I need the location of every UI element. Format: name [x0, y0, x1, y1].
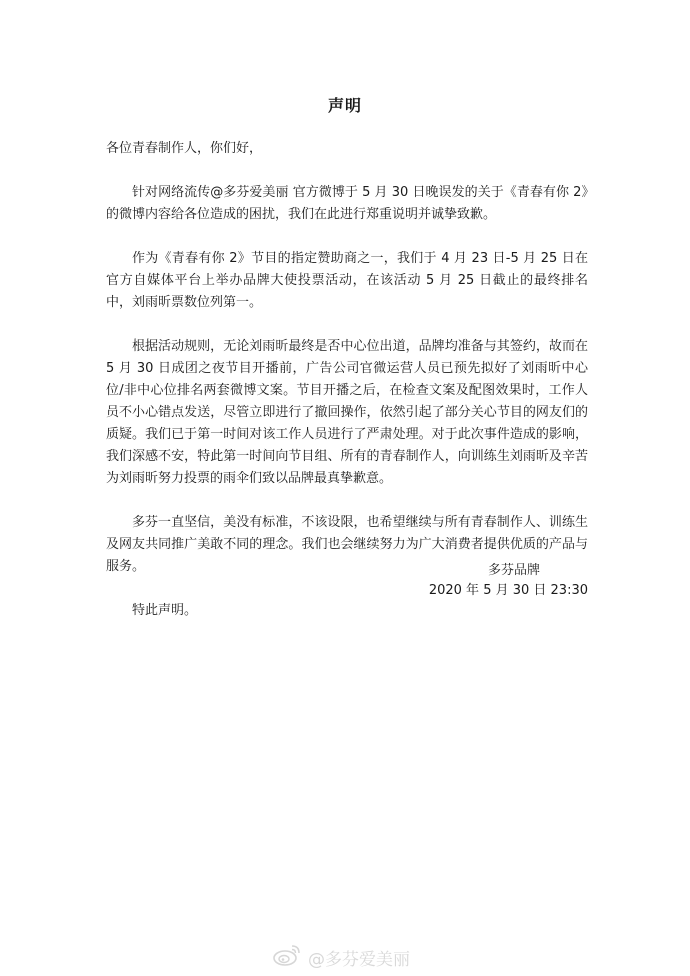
paragraph-explanation: 根据活动规则，无论刘雨昕最终是否中心位出道，品牌均准备与其签约，故而在 5 月 30 日成团之夜节目开播前，广告公司官微运营人员已预先拟好了刘雨昕中心位/非中心位排名两套微博文案。节目开播之后，在检查文案及配图效果时，工作人员不小心错点发送，尽管立即进行了撤回操作，依然引起了部分关心节目的网友们的质疑。我们已于第一时间对该工作人员进行了严肃处理。对于此次事件造成的影响，我们深感不安，特此第一时间向节目组、所有的青春制作人，向训练生刘雨昕及辛苦为刘雨昕努力投票的雨伞们致以品牌最真挚歉意。 [106, 339, 588, 486]
signature-brand: 多芬品牌 [487, 563, 540, 578]
greeting: 各位青春制作人，你们好， [106, 141, 263, 156]
weibo-icon [272, 943, 302, 972]
weibo-watermark [272, 944, 410, 970]
signature-block [400, 561, 588, 601]
watermark-handle: @多芬爱美丽 [308, 949, 410, 970]
paragraph-apology: 针对网络流传@多芬爱美丽 官方微博于 5 月 30 日晚误发的关于《青春有你 2》的微博内容给各位造成的困扰，我们在此进行郑重说明并诚挚致歉。 [106, 185, 588, 222]
signature-date: 2020 年 5 月 30 日 23:30 [428, 583, 588, 598]
paragraph-brand-belief: 多芬一直坚信，美没有标准，不该设限，也希望继续与所有青春制作人、训练生及网友共同推广美敢不同的理念。我们也会继续努力为广大消费者提供优质的产品与服务。 [106, 515, 588, 574]
paragraph-closing: 特此声明。 [132, 603, 198, 618]
document-title: 声明 [327, 96, 362, 115]
paragraph-sponsor: 作为《青春有你 2》节目的指定赞助商之一，我们于 4 月 23 日-5 月 25 日在官方自媒体平台上举办品牌大使投票活动，在该活动 5 月 25 日截止的最终排名中，刘雨昕票数位列第一。 [106, 251, 588, 310]
